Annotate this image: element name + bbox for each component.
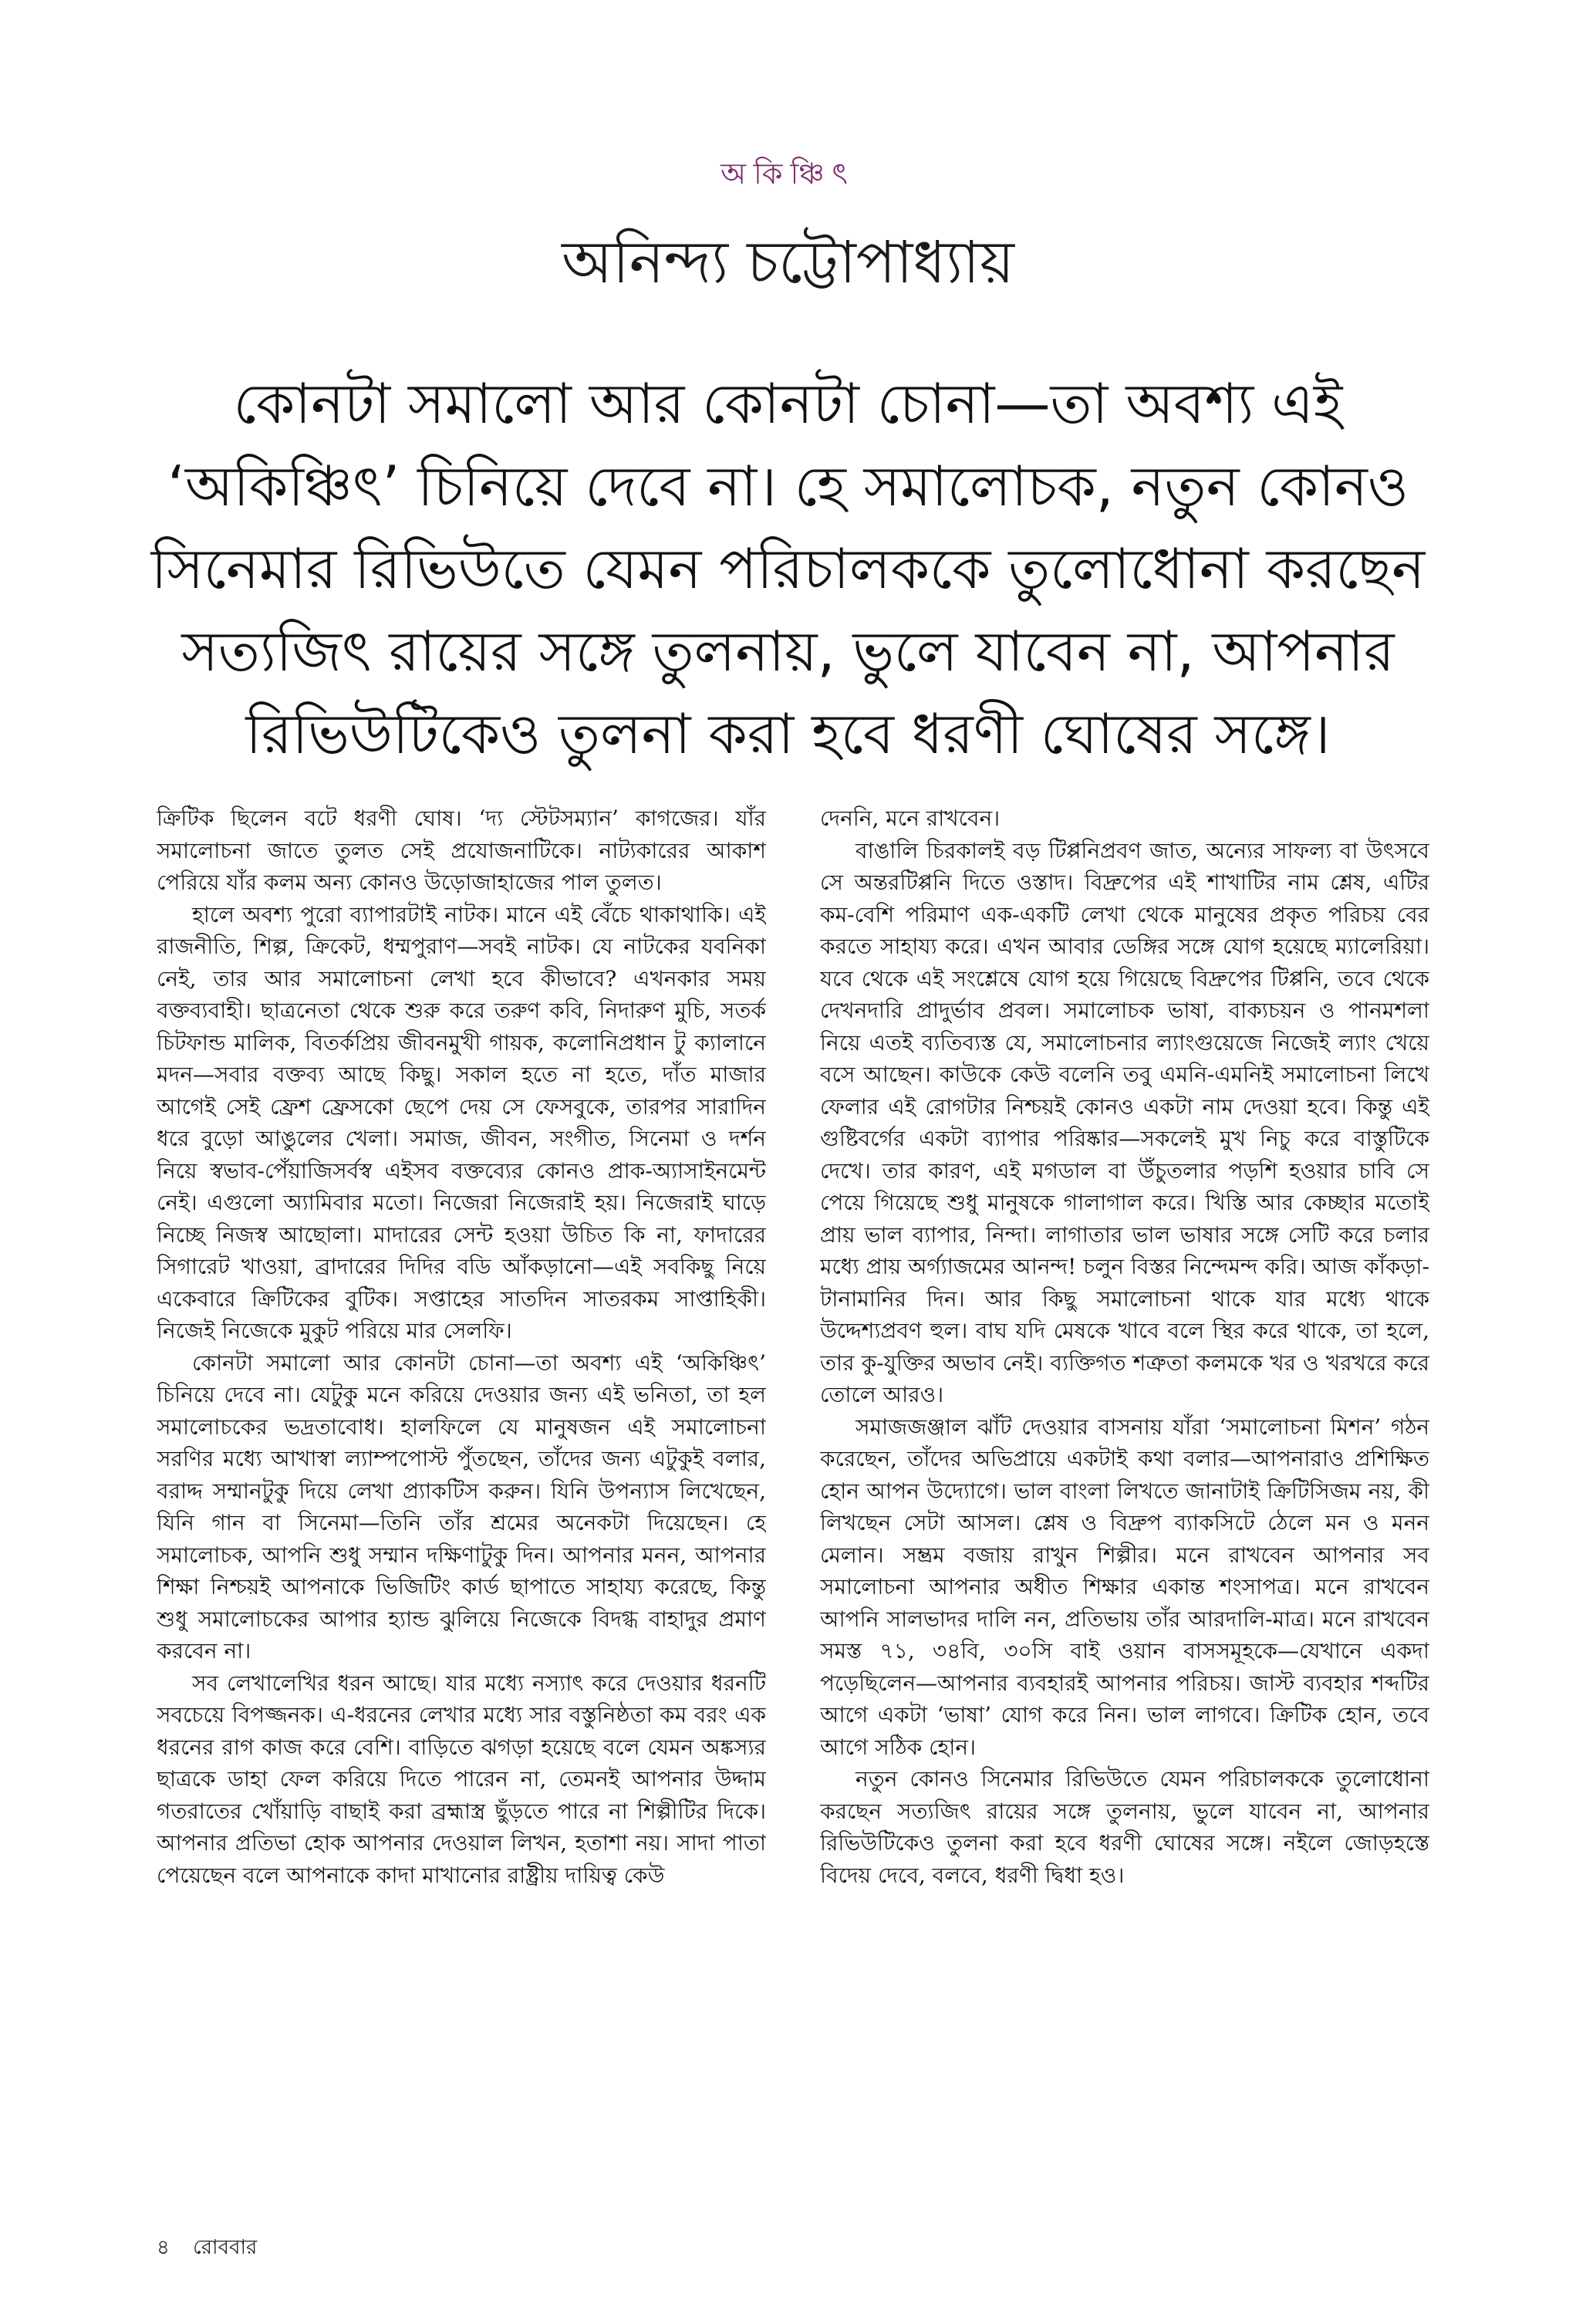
- magazine-name: রোববার: [193, 2236, 258, 2259]
- column-name: অকিঞ্চিৎ: [721, 157, 855, 191]
- right-column: [820, 802, 1429, 2222]
- paragraph: হালে অবশ্য পুরো ব্যাপারটাই নাটক। মানে এই বেঁচে থাকাথাকি। এই রাজনীতি, শিল্প, ক্রিকেট, ধম্মপুরাণ—সবই নাটক। যে নাটকের যবনিকা নেই, তার আর সমালোচনা লেখা হবে কীভাবে? এখনকার সময় বক্তব্যবাহী। ছাত্রনেতা থেকে শুরু করে তরুণ কবি, নিদারুণ মুচি, সতর্ক চিটফান্ড মালিক, বিতর্কপ্রিয় জীবনমুখী গায়ক, কলোনিপ্রধান টু ক্যালানে মদন—সবার বক্তব্য আছে কিছু। সকাল হতে না হতে, দাঁত মাজার আগেই সেই ফ্রেশ ফ্রেসকো ছেপে দেয় সে ফেসবুকে, তারপর সারাদিন ধরে বুড়ো আঙুলের খেলা। সমাজ, জীবন, সংগীত, সিনেমা ও দর্শন নিয়ে স্বভাব-পেঁয়াজিসর্বস্ব এইসব বক্তব্যের কোনও প্রাক-অ্যাসাইনমেন্ট নেই। এগুলো অ্যামিবার মতো। নিজেরা নিজেরাই হয়। নিজেরাই ঘাড়ে নিচ্ছে নিজস্ব আছোলা। মাদারের সেন্ট হওয়া উচিত কি না, ফাদারের সিগারেট খাওয়া, ব্রাদারের দিদির বডি আঁকড়ানো—এই সবকিছু নিয়ে একেবারে ক্রিটিকের বুটিক। সপ্তাহের সাতদিন সাতরকম সাপ্তাহিকী। নিজেই নিজেকে মুকুট পরিয়ে মার সেলফি।: [157, 901, 766, 1343]
- article-body: [157, 802, 1429, 2222]
- paragraph: সমাজজঞ্জাল ঝাঁট দেওয়ার বাসনায় যাঁরা ‘সমালোচনা মিশন’ গঠন করেছেন, তাঁদের অভিপ্রায়ে একটাই কথা বলার—আপনারাও প্রশিক্ষিত হোন আপন উদ্যোগে। ভাল বাংলা লিখতে জানাটাই ক্রিটিসিজম নয়, কী লিখছেন সেটা আসল। শ্লেষ ও বিদ্রুপ ব্যাকসিটে ঠেলে মন ও মনন মেলান। সম্ভ্রম বজায় রাখুন শিল্পীর। মনে রাখবেন আপনার সব সমালোচনা আপনার অধীত শিক্ষার একান্ত শংসাপত্র। মনে রাখবেন আপনি সালভাদর দালি নন, প্রতিভায় তাঁর আরদালি-মাত্র। মনে রাখবেন সমস্ত ৭১, ৩৪বি, ৩০সি বাই ওয়ান বাসসমূহকে—যেখানে একদা পড়েছিলেন—আপনার ব্যবহারই আপনার পরিচয়। জাস্ট ব্যবহার শব্দটির আগে একটা ‘ভাষা’ যোগ করে নিন। ভাল লাগবে। ক্রিটিক হোন, তবে আগে সঠিক হোন।: [820, 1414, 1429, 1760]
- paragraph: বাঙালি চিরকালই বড় টিপ্পনিপ্রবণ জাত, অন্যের সাফল্য বা উৎসবে সে অন্তরটিপ্পনি দিতে ওস্তাদ। বিদ্রুপের এই শাখাটির নাম শ্লেষ, এটির কম-বেশি পরিমাণ এক-একটি লেখা থেকে মানুষের প্রকৃত পরিচয় বের করতে সাহায্য করে। এখন আবার ডেঙ্গির সঙ্গে যোগ হয়েছে ম্যালেরিয়া। যবে থেকে এই সংশ্লেষে যোগ হয়ে গিয়েছে বিদ্রুপের টিপ্পনি, তবে থেকে দেখনদারি প্রাদুর্ভাব প্রবল। সমালোচক ভাষা, বাক্যচয়ন ও পানমশলা নিয়ে এতই ব্যতিব্যস্ত যে, সমালোচনার ল্যাংগুয়েজে নিজেই ল্যাং খেয়ে বসে আছেন। কাউকে কেউ বলেনি তবু এমনি-এমনিই সমালোচনা লিখে ফেলার এই রোগটার নিশ্চয়ই কোনও একটা নাম দেওয়া হবে। কিন্তু এই গুষ্টিবর্গের একটা ব্যাপার পরিষ্কার—সকলেই মুখ নিচু করে বাস্তুটিকে দেখে। তার কারণ, এই মগডাল বা উঁচুতলার পড়শি হওয়ার চাবি সে পেয়ে গিয়েছে শুধু মানুষকে গালাগাল করে। খিস্তি আর কেচ্ছার মতোই প্রায় ভাল ব্যাপার, নিন্দা। লাগাতার ভাল ভাষার সঙ্গে সেটি করে চলার মধ্যে প্রায় অর্গ্যাজমের আনন্দ! চলুন বিস্তর নিন্দেমন্দ করি। আজ কাঁকড়া-টানামানির দিন। আর কিছু সমালোচনা থাকে যার মধ্যে থাকে উদ্দেশ্যপ্রবণ হুল। বাঘ যদি মেষকে খাবে বলে স্থির করে থাকে, তা হলে, তার কু-যুক্তির অভাব নেই। ব্যক্তিগত শত্রুতা কলমকে খর ও খরখরে করে তোলে আরও।: [820, 837, 1429, 1407]
- pull-quote: কোনটা সমালো আর কোনটা চোনা—তা অবশ্য এই ‘অকিঞ্চিৎ’ চিনিয়ে দেবে না। হে সমালোচক, নতুন কোনও সিনেমার রিভিউতে যেমন পরিচালককে তুলোধোনা করছেন সত্যজিৎ রায়ের সঙ্গে তুলনায়, ভুলে যাবেন না, আপনার রিভিউটিকেও তুলনা করা হবে ধরণী ঘোষের সঙ্গে।: [150, 371, 1426, 766]
- left-column: [157, 802, 766, 2222]
- paragraph: দেননি, মনে রাখবেন।: [820, 806, 1001, 831]
- paragraph: নতুন কোনও সিনেমার রিভিউতে যেমন পরিচালককে তুলোধোনা করছেন সত্যজিৎ রায়ের সঙ্গে তুলনায়, ভুলে যাবেন না, আপনার রিভিউটিকেও তুলনা করা হবে ধরণী ঘোষের সঙ্গে। নইলে জোড়হস্তে বিদেয় দেবে, বলবে, ধরণী দ্বিধা হও।: [820, 1766, 1429, 1888]
- paragraph: ক্রিটিক ছিলেন বটে ধরণী ঘোষ। ‘দ্য স্টেটসম্যান’ কাগজের। যাঁর সমালোচনা জাতে তুলত সেই প্রযোজনাটিকে। নাট্যকারের আকাশ পেরিয়ে যাঁর কলম অন্য কোনও উড়োজাহাজের পাল তুলত।: [157, 806, 766, 895]
- paragraph: কোনটা সমালো আর কোনটা চোনা—তা অবশ্য এই ‘অকিঞ্চিৎ’ চিনিয়ে দেবে না। যেটুকু মনে করিয়ে দেওয়ার জন্য এই ভনিতা, তা হল সমালোচকের ভদ্রতাবোধ। হালফিলে যে মানুষজন এই সমালোচনা সরণির মধ্যে আখাস্বা ল্যাম্পপোস্ট পুঁতছেন, তাঁদের জন্য এটুকুই বলার, বরাদ্দ সম্মানটুকু দিয়ে লেখা প্র্যাকটিস করুন। যিনি উপন্যাস লিখেছেন, যিনি গান বা সিনেমা—তিনি তাঁর শ্রমের অনেকটা দিয়েছেন। হে সমালোচক, আপনি শুধু সম্মান দক্ষিণাটুকু দিন। আপনার মনন, আপনার শিক্ষা নিশ্চয়ই আপনাকে ভিজিটিং কার্ড ছাপাতে সাহায্য করেছে, কিন্তু শুধু সমালোচকের আপার হ্যান্ড ঝুলিয়ে নিজেকে বিদগ্ধ বাহাদুর প্রমাণ করবেন না।: [157, 1349, 766, 1664]
- page-number: ৪: [157, 2236, 170, 2259]
- page-footer: [157, 2231, 274, 2265]
- author-name: অনিন্দ্য চট্টোপাধ্যায়: [562, 228, 1014, 296]
- paragraph: সব লেখালেখির ধরন আছে। যার মধ্যে নস্যাৎ করে দেওয়ার ধরনটি সবচেয়ে বিপজ্জনক। এ-ধরনের লেখার মধ্যে সার বস্তুনিষ্ঠতা কম বরং এক ধরনের রাগ কাজ করে বেশি। বাড়িতে ঝগড়া হয়েছে বলে যেমন অঙ্কস্যর ছাত্রকে ডাহা ফেল করিয়ে দিতে পারেন না, তেমনই আপনার উদ্দাম গতরাতের খোঁয়াড়ি বাছাই করা ব্রহ্মাস্ত্র ছুঁড়তে পারে না শিল্পীটির দিকে। আপনার প্রতিভা হোক আপনার দেওয়াল লিখন, হতাশা নয়। সাদা পাতা পেয়েছেন বলে আপনাকে কাদা মাখানোর রাষ্ট্রীয় দায়িত্ব কেউ: [157, 1670, 766, 1888]
